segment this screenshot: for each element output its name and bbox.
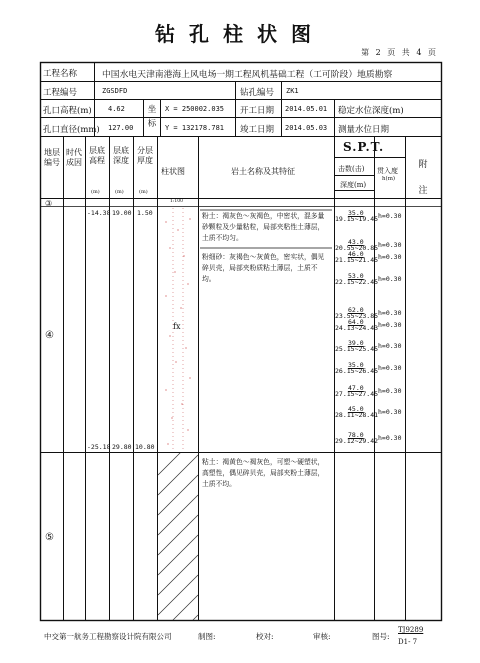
unit-thickness: (m) xyxy=(139,189,148,195)
col-scale: 1:100 xyxy=(170,199,183,204)
layer4-description-sand: 粉细砂：灰褐色～灰黄色，密实状，偶见碎贝壳，局部夹粉质粘土薄层，土质不均。 xyxy=(202,253,325,283)
layer4-thickness: 10.80 xyxy=(135,443,155,451)
col-spt-depth: 深度(m) xyxy=(340,181,367,189)
footer-drawing-no: TJ9289 xyxy=(398,626,424,634)
footer-company: 中交第一航务工程勘察设计院有限公司 xyxy=(44,632,172,641)
project-no: ZGSDFD xyxy=(102,87,128,95)
elevation-label: 孔口高程(m) xyxy=(43,106,92,116)
layer4-symbol: fx xyxy=(173,322,181,331)
spt-penetration: h=0.30 xyxy=(378,364,402,372)
end-date: 2014.05.03 xyxy=(285,124,328,132)
spt-depth: 24.13~24.43 xyxy=(335,324,379,332)
spt-blows: 53.0 xyxy=(348,272,364,280)
coord-x: X = 250002.035 xyxy=(165,105,225,113)
col-penetration-unit: h(m) xyxy=(382,176,396,182)
spt-penetration: h=0.30 xyxy=(378,342,402,350)
water-date-label: 测量水位日期 xyxy=(338,125,390,135)
page-title: 钻孔柱状图 xyxy=(155,22,325,46)
spt-depth: 26.15~26.45 xyxy=(335,367,379,375)
spt-depth: 29.12~29.42 xyxy=(335,437,379,445)
col-bottom-elev: 层底高程 xyxy=(89,146,105,165)
spt-depth: 20.55~20.85 xyxy=(335,244,379,252)
spt-blows: 46.0 xyxy=(348,250,364,258)
layer5-description: 粘土：褐黄色～褐灰色，可塑～硬塑状，高塑性，偶见碎贝壳，局部夹粉土薄层，土质不均。 xyxy=(202,458,325,488)
spt-penetration: h=0.30 xyxy=(378,408,402,416)
start-date-label: 开工日期 xyxy=(240,106,275,116)
footer-checked: 校对: xyxy=(256,632,274,641)
spt-depth: 25.15~25.45 xyxy=(335,345,379,353)
spt-depth: 22.15~22.45 xyxy=(335,278,379,286)
column-graph-layer-4 xyxy=(165,218,190,444)
spt-depth: 21.15~21.45 xyxy=(335,256,379,264)
col-spt-blows: 击数(击) xyxy=(338,165,365,173)
elevation-value: 4.62 xyxy=(108,105,125,113)
diameter-label: 孔口直径(mm) xyxy=(43,125,100,135)
layer-no-3: ③ xyxy=(45,199,53,208)
spt-depth: 27.15~27.45 xyxy=(335,390,379,398)
col-layer-no: 地层编号 xyxy=(44,148,60,167)
footer-drawn: 制图: xyxy=(198,632,216,641)
spt-penetration: h=0.30 xyxy=(378,212,402,220)
layer-no-4: ④ xyxy=(45,330,54,341)
coord-label: 坐标 xyxy=(147,105,157,129)
unit-elev: (m) xyxy=(91,189,100,195)
coord-y: Y = 132178.781 xyxy=(165,124,225,132)
hole-no: ZK1 xyxy=(286,87,299,95)
water-depth-label: 稳定水位深度(m) xyxy=(338,106,404,116)
spt-penetration: h=0.30 xyxy=(378,241,402,249)
diameter-value: 127.00 xyxy=(108,124,134,132)
layer4-description-silt: 粉土：褐灰色～灰褐色，中密状，混多量砂颗粒及少量粘粒，局部夹粘性土薄层，土质不均匀。 xyxy=(202,212,325,242)
layer4-bottom-depth: 29.80 xyxy=(112,443,132,451)
spt-depth: 28.11~28.41 xyxy=(335,411,379,419)
col-era: 时代成因 xyxy=(66,148,82,167)
spt-blows: 78.0 xyxy=(348,431,364,439)
footer-drawing-sub: D1- 7 xyxy=(398,638,418,646)
col-bottom-depth: 层底深度 xyxy=(113,146,129,165)
spt-blows: 45.0 xyxy=(348,405,364,413)
spt-blows: 35.0 xyxy=(348,361,364,369)
project-name-label: 工程名称 xyxy=(43,69,78,79)
spt-depth: 23.55~23.85 xyxy=(335,312,379,320)
col-description: 岩土名称及其特征 xyxy=(231,167,295,176)
spt-blows: 35.0 xyxy=(348,209,364,217)
footer-reviewed: 审核: xyxy=(313,632,331,641)
layer-no-5: ⑤ xyxy=(45,532,54,543)
spt-penetration: h=0.30 xyxy=(378,309,402,317)
project-no-label: 工程编号 xyxy=(43,88,78,98)
layer4-top-depth: 19.00 xyxy=(112,209,132,217)
col-penetration: 贯入度 xyxy=(377,167,398,175)
page-number: 第 2 页 共 4 页 xyxy=(361,48,438,57)
spt-blows: 39.0 xyxy=(348,339,364,347)
start-date: 2014.05.01 xyxy=(285,105,328,113)
spt-penetration: h=0.30 xyxy=(378,321,402,329)
end-date-label: 竣工日期 xyxy=(240,125,275,135)
col-thickness: 分层厚度 xyxy=(137,146,153,165)
spt-blows: 62.0 xyxy=(348,306,364,314)
project-name: 中国水电天津南港海上风电场一期工程风机基础工程（工可阶段）地质勘察 xyxy=(102,70,393,80)
unit-depth: (m) xyxy=(115,189,124,195)
col-column-graph: 柱状图 xyxy=(161,167,185,176)
spt-depth: 19.15~19.45 xyxy=(335,215,379,223)
column-graph-layer-5 xyxy=(158,435,198,655)
spt-penetration: h=0.30 xyxy=(378,253,402,261)
footer-drawing-no-label: 图号: xyxy=(372,632,390,641)
layer4-top-elev: -14.38 xyxy=(87,209,111,217)
spt-blows: 43.0 xyxy=(348,238,364,246)
col-spt: S.P.T. xyxy=(343,140,385,154)
spt-blows: 47.0 xyxy=(348,384,364,392)
col-remarks: 附注 xyxy=(418,160,428,196)
layer4-bottom-elev: -25.18 xyxy=(87,443,111,451)
layer4-top-thickness: 1.50 xyxy=(137,209,153,217)
hole-no-label: 钻孔编号 xyxy=(240,88,275,98)
spt-penetration: h=0.30 xyxy=(378,434,402,442)
spt-penetration: h=0.30 xyxy=(378,387,402,395)
spt-blows: 64.0 xyxy=(348,318,364,326)
spt-penetration: h=0.30 xyxy=(378,275,402,283)
